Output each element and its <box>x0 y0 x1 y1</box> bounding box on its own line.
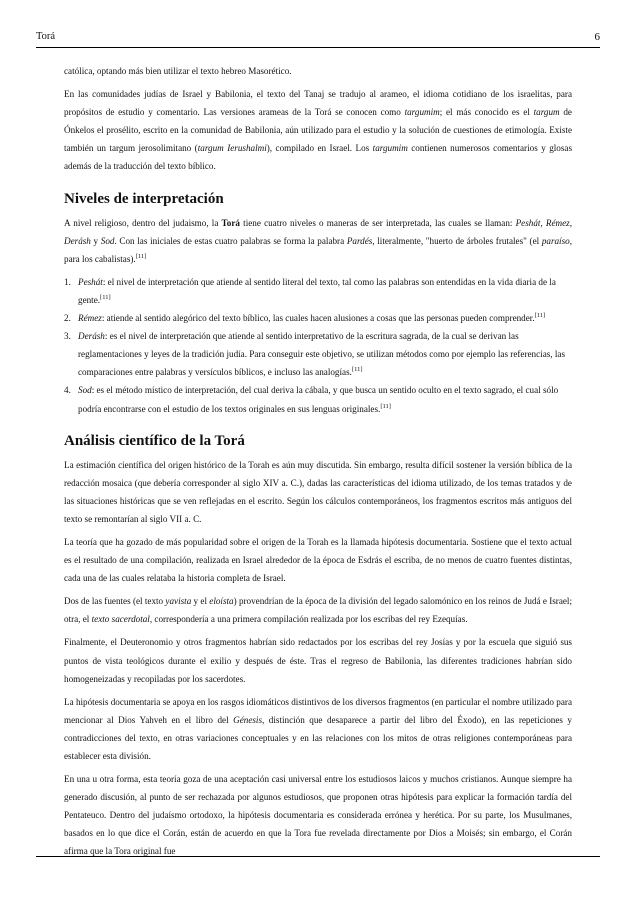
interpretation-levels-list <box>64 273 572 418</box>
link-genesis[interactable]: Génesis <box>233 714 263 725</box>
link-peshat[interactable]: Peshát <box>78 276 103 287</box>
list-item: 3. Derásh: es el nivel de interpretación que atiende al sentido interpretativo de la escritura sagrada, de la cual se derivan las reglamentaciones y leyes de la tradición judía. Para conseguir este objetivo, se utilizan métodos como por ejemplo las referencias, las comparaciones entre palabras y versículos bíblicos, e incluso las analogías.[11] <box>64 331 566 378</box>
link-paraiso[interactable]: paraíso <box>541 235 570 246</box>
reference-link[interactable]: [11] <box>100 293 111 301</box>
reference-link[interactable]: [11] <box>534 312 546 320</box>
link-remez[interactable]: Rémez <box>78 313 102 324</box>
list-item: 2. Rémez: atiende al sentido alegórico del texto bíblico, las cuales hacen alusiones a cosas que las personas pueden comprender.[11] <box>64 312 546 324</box>
section-heading-analisis: Análisis científico de la Torá <box>64 432 245 449</box>
link-sod[interactable]: Sod <box>100 235 115 246</box>
link-sod[interactable]: Sod <box>78 385 92 396</box>
paragraph: La hipótesis documentaria se apoya en los rasgos idiomáticos distintivos de los diversos fragmentos (en particular el nombre utilizado para mencionar al Dios Yahveh en el libro del Génesis, distinción que desaparece a partir del libro del Éxodo), en las repeticiones y contradicciones del texto, en otras variaciones conceptuales y en las relaciones con los mitos de otras religiones contemporáneas para establecer esta división. <box>64 696 572 761</box>
reference-link[interactable]: [11] <box>135 252 147 260</box>
page-header <box>36 31 600 47</box>
paragraph: La estimación científica del origen histórico de la Torah es aún muy discutida. Sin embargo, resulta difícil sostener la versión bíblica de la redacción mosaica (que debería corresponder al siglo XIV a. C.), dadas las características del idioma utilizado, de los temas tratados y de las situaciones históricas que se ven reflejadas en el escrito. Según los cálculos contemporáneos, los fragmentos escritos más antiguos del texto se remontarían al siglo VII a. C. <box>64 459 572 524</box>
link-texto-sacerdotal[interactable]: texto sacerdotal <box>91 614 150 625</box>
reference-link[interactable]: [11] <box>351 366 363 374</box>
link-yavista[interactable]: yavista <box>165 596 192 607</box>
list-item: 1. Peshát: el nivel de interpretación que atiende al sentido literal del texto, tal como las palabras son entendidas en la vida diaria de la gente.[11] <box>64 276 556 305</box>
header-rule <box>36 47 600 48</box>
paragraph: A nivel religioso, dentro del judaismo, la Torá tiene cuatro niveles o maneras de ser interpretada, las cuales se llaman: Peshát, Rémez, Derásh y Sod. Con las iniciales de estas cuatro palabras se forma la palabra Pardés, literalmente, "huerto de árboles frutales" (el paraíso, para los cabalistas).[11] <box>64 217 573 264</box>
list-item: 4. Sod: es el método místico de interpretación, del cual deriva la cábala, y que busca un sentido oculto en el texto sagrado, el cual sólo podría encontrarse con el estudio de los textos originales en sus lenguas originales.[11] <box>64 385 559 414</box>
page-body <box>64 62 572 866</box>
paragraph: Dos de las fuentes (el texto yavista y el eloísta) provendrían de la época de la división del legado salomónico en los reinos de Judá e Israel; otra, el texto sacerdotal, correspondería a una primera compilación realizada por los escribas del rey Ezequías. <box>64 596 572 625</box>
link-derash[interactable]: Derásh <box>64 235 91 246</box>
paragraph: católica, optando más bien utilizar el texto hebreo Masorético. <box>64 66 292 76</box>
link-pardes[interactable]: Pardés <box>346 235 373 246</box>
paragraph: Finalmente, el Deuteronomio y otros fragmentos habrían sido redactados por los escribas del rey Josías y por la escuela que siguió sus puntos de vista teológicos durante el exilio y después de éste. Tras el regreso de Babilonia, las diferentes tradiciones habrían sido homogeneizadas y recopiladas por los sacerdotes. <box>64 637 572 684</box>
link-derash[interactable]: Derásh <box>78 331 105 342</box>
reference-link[interactable]: [11] <box>380 402 391 410</box>
link-eloista[interactable]: eloísta <box>209 596 234 607</box>
link-targumim[interactable]: targumim <box>404 107 440 118</box>
page-number: 6 <box>594 31 600 43</box>
section-heading-niveles: Niveles de interpretación <box>64 190 224 207</box>
paragraph: En las comunidades judías de Israel y Babilonia, el texto del Tanaj se tradujo al arameo, el idioma cotidiano de los israelitas, para propósitos de estudio y comentario. Las versiones arameas de la Torá se conocen como targumim; el más conocido es el targum de Ónkelos el prosélito, escrito en la comunidad de Babilonia, aún utilizado para el estudio y la solución de cuestiones de etimología. Existe también un targum jerosolimitano (targum Ierushalmi), compilado en Israel. Los targumim contienen numerosos comentarios y glosas además de la traducción del texto bíblico. <box>64 89 573 172</box>
running-title: Torá <box>36 31 56 42</box>
paragraph: La teoría que ha gozado de más popularidad sobre el origen de la Torah es la llamada hipótesis documentaria. Sostiene que el texto actual es el resultado de una compilación, realizada en Israel alrededor de la época de Esdrás el escriba, de no menos de cuatro fuentes distintas, cada una de las cuales relataba la historia completa de Israel. <box>64 536 572 584</box>
link-peshat[interactable]: Peshát <box>515 217 541 228</box>
link-targum[interactable]: targum <box>533 107 560 118</box>
footer-rule <box>36 856 600 857</box>
link-remez[interactable]: Rémez <box>545 217 570 228</box>
paragraph: En una u otra forma, esta teoría goza de una aceptación casi universal entre los estudiosos laicos y muchos cristianos. Aunque siempre ha generado discusión, al punto de ser rechazada por algunos estudiosos, que proponen otras hipótesis para explicar la formación tardía del Pentateuco. Dentro del judaísmo ortodoxo, la hipótesis documentaria es considerada errónea y herética. Por su parte, los Musulmanes, basados en lo que dice el Corán, están de acuerdo en que la Tora fue revelada directamente por Dios a Moisés; sin embargo, el Corán afirma que la Tora original fue <box>64 774 572 857</box>
